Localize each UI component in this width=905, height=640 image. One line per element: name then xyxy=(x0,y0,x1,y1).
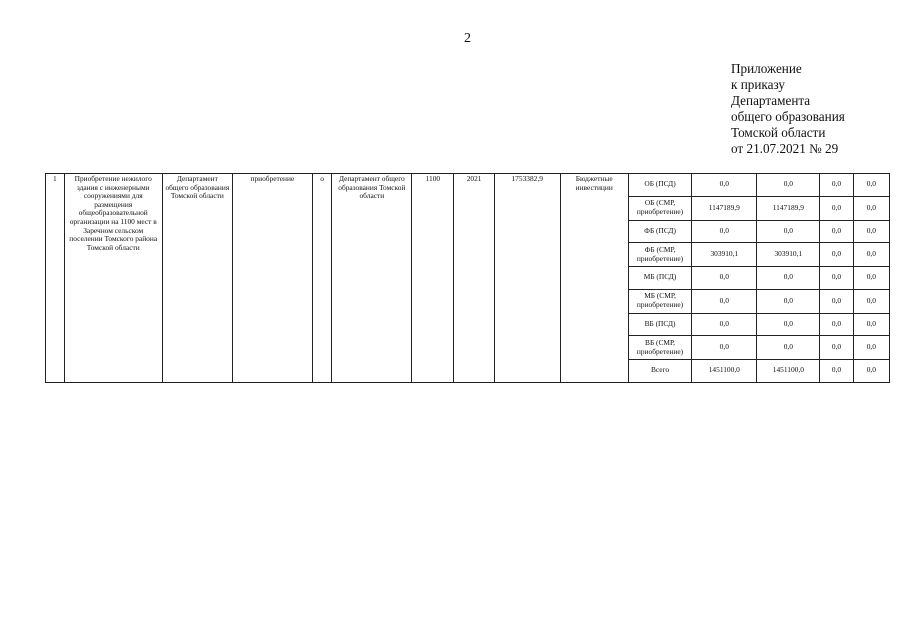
value-cell: 0,0 xyxy=(820,220,853,243)
value-cell: 1147189,9 xyxy=(757,196,820,220)
investment-table xyxy=(45,173,890,383)
value-cell: 303910,1 xyxy=(757,243,820,267)
recipient-cell: Департамент общего образования Томской области xyxy=(332,174,412,383)
type-cell: Бюджетные инвестиции xyxy=(560,174,628,383)
value-cell: 0,0 xyxy=(820,267,853,290)
value-cell: 1147189,9 xyxy=(692,196,757,220)
value-cell: 1451100,0 xyxy=(692,360,757,383)
value-cell: 0,0 xyxy=(692,174,757,197)
value-cell: 0,0 xyxy=(820,243,853,267)
mark-cell: о xyxy=(312,174,332,383)
customer-cell: Департамент общего образования Томской области xyxy=(162,174,232,383)
appendix-line: от 21.07.2021 № 29 xyxy=(731,141,839,156)
value-cell: 0,0 xyxy=(820,174,853,197)
value-cell: 0,0 xyxy=(757,220,820,243)
appendix-header xyxy=(731,61,845,157)
object-name: Приобретение нежилого здания с инженерными сооружениями для размещения общеобразовательной организации на 1100 мест в Заречном сельском поселении Томского района Томской области xyxy=(64,174,162,383)
appendix-line: Приложение xyxy=(731,61,802,76)
value-cell: 0,0 xyxy=(853,360,889,383)
value-cell: 0,0 xyxy=(853,196,889,220)
appendix-line: Томской области xyxy=(731,125,826,140)
source-label: ОБ (ПСД) xyxy=(628,174,692,197)
source-label: ОБ (СМР, приобретение) xyxy=(628,196,692,220)
form-cell: приобретение xyxy=(232,174,312,383)
appendix-line: к приказу xyxy=(731,77,785,92)
value-cell: 0,0 xyxy=(757,174,820,197)
appendix-line: Департамента xyxy=(731,93,811,108)
value-cell: 0,0 xyxy=(820,313,853,336)
cost-cell: 1753382,9 xyxy=(494,174,560,383)
value-cell: 0,0 xyxy=(820,336,853,360)
value-cell: 0,0 xyxy=(692,336,757,360)
value-cell: 0,0 xyxy=(757,267,820,290)
source-label: ФБ (СМР, приобретение) xyxy=(628,243,692,267)
source-label: МБ (СМР, приобретение) xyxy=(628,289,692,313)
source-label: МБ (ПСД) xyxy=(628,267,692,290)
value-cell: 0,0 xyxy=(820,360,853,383)
page-number: 2 xyxy=(464,31,471,46)
value-cell: 0,0 xyxy=(692,220,757,243)
value-cell: 1451100,0 xyxy=(757,360,820,383)
value-cell: 0,0 xyxy=(757,313,820,336)
value-cell: 0,0 xyxy=(820,196,853,220)
value-cell: 0,0 xyxy=(853,289,889,313)
value-cell: 303910,1 xyxy=(692,243,757,267)
source-label: Всего xyxy=(628,360,692,383)
source-label: ВБ (ПСД) xyxy=(628,313,692,336)
value-cell: 0,0 xyxy=(853,243,889,267)
value-cell: 0,0 xyxy=(757,289,820,313)
appendix-line: общего образования xyxy=(731,109,845,124)
value-cell: 0,0 xyxy=(853,336,889,360)
value-cell: 0,0 xyxy=(853,267,889,290)
row-number: 1 xyxy=(46,174,65,383)
value-cell: 0,0 xyxy=(692,267,757,290)
value-cell: 0,0 xyxy=(853,313,889,336)
value-cell: 0,0 xyxy=(820,289,853,313)
source-label: ВБ (СМР, приобретение) xyxy=(628,336,692,360)
value-cell: 0,0 xyxy=(692,313,757,336)
year-cell: 2021 xyxy=(454,174,494,383)
source-label: ФБ (ПСД) xyxy=(628,220,692,243)
value-cell: 0,0 xyxy=(853,174,889,197)
value-cell: 0,0 xyxy=(853,220,889,243)
capacity-cell: 1100 xyxy=(412,174,454,383)
value-cell: 0,0 xyxy=(692,289,757,313)
value-cell: 0,0 xyxy=(757,336,820,360)
table-row xyxy=(46,174,890,197)
